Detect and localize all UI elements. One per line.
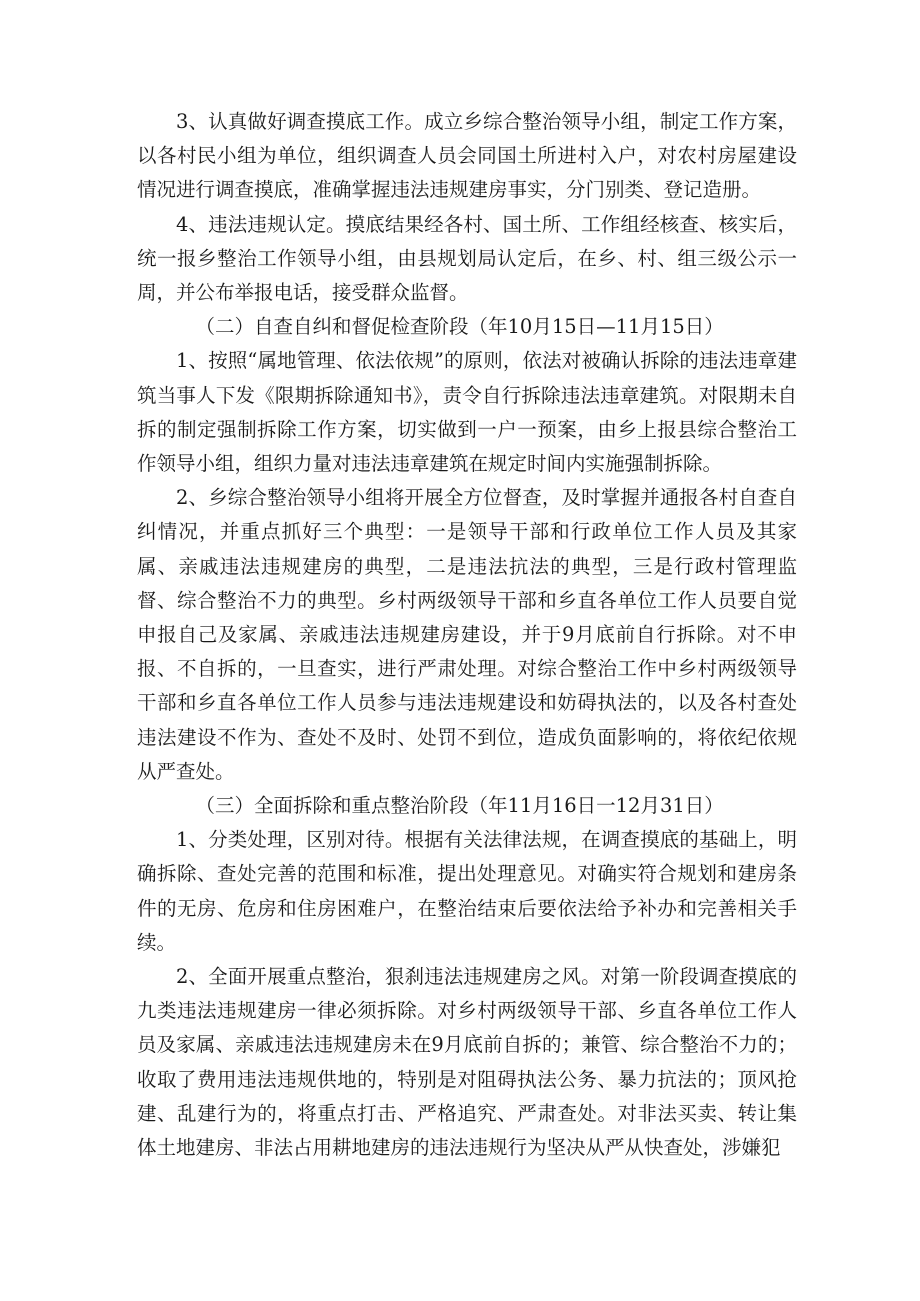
section-heading-self-check: （二）自查自纠和督促检查阶段（年10月15日—11月15日） xyxy=(195,315,724,339)
document-body xyxy=(137,105,797,1165)
paragraph-key-rectification: 2、全面开展重点整治，狠刹违法违规建房之风。对第一阶段调查摸底的九类违法违规建房一律必须拆除。对乡村两级领导干部、乡直各单位工作人员及家属、亲戚违法违规建房未在9月底前自拆的；兼管、综合整治不力的；收取了费用违法违规供地的，特别是对阻碍执法公务、暴力抗法的；顶风抢建、乱建行为的，将重点打击、严格追究、严肃查处。对非法买卖、转让集体土地建房、非法占用耕地建房的违法违规行为坚决从严从快查处，涉嫌犯 xyxy=(137,965,797,1160)
paragraph-supervision: 2、乡综合整治领导小组将开展全方位督查，及时掌握并通报各村自查自纠情况，并重点抓好三个典型：一是领导干部和行政单位工作人员及其家属、亲戚违法违规建房的典型，二是违法抗法的典型，三是行政村管理监督、综合整治不力的典型。乡村两级领导干部和乡直各单位工作人员要自觉申报自己及家属、亲戚违法违规建房建设，并于9月底前自行拆除。对不申报、不自拆的，一旦查实，进行严肃处理。对综合整治工作中乡村两级领导干部和乡直各单位工作人员参与违法违规建设和妨碍执法的，以及各村查处违法建设不作为、查处不及时、处罚不到位，造成负面影响的，将依纪依规从严查处。 xyxy=(137,486,797,783)
paragraph-determination: 4、违法违规认定。摸底结果经各村、国土所、工作组经核查、核实后，统一报乡整治工作领导小组，由县规划局认定后，在乡、村、组三级公示一周，并公布举报电话，接受群众监督。 xyxy=(137,212,797,305)
paragraph-classification: 1、分类处理，区别对待。根据有关法律法规，在调查摸底的基础上，明确拆除、查处完善的范围和标准，提出处理意见。对确实符合规划和建房条件的无房、危房和住房困难户，在整治结束后要依法给予补办和完善相关手续。 xyxy=(137,828,797,954)
paragraph-investigation: 3、认真做好调查摸底工作。成立乡综合整治领导小组，制定工作方案，以各村民小组为单位，组织调查人员会同国土所进村入户，对农村房屋建设情况进行调查摸底，准确掌握违法违规建房事实，分门别类、登记造册。 xyxy=(137,110,797,202)
paragraph-demolition-notice: 1、按照“属地管理、依法依规”的原则，依法对被确认拆除的违法违章建筑当事人下发《限期拆除通知书》，责令自行拆除违法违章建筑。对限期未自拆的制定强制拆除工作方案，切实做到一户一预案，由乡上报县综合整治工作领导小组，组织力量对违法违章建筑在规定时间内实施强制拆除。 xyxy=(137,349,797,476)
section-heading-full-demolition: （三）全面拆除和重点整治阶段（年11月16日一12月31日） xyxy=(195,794,724,818)
